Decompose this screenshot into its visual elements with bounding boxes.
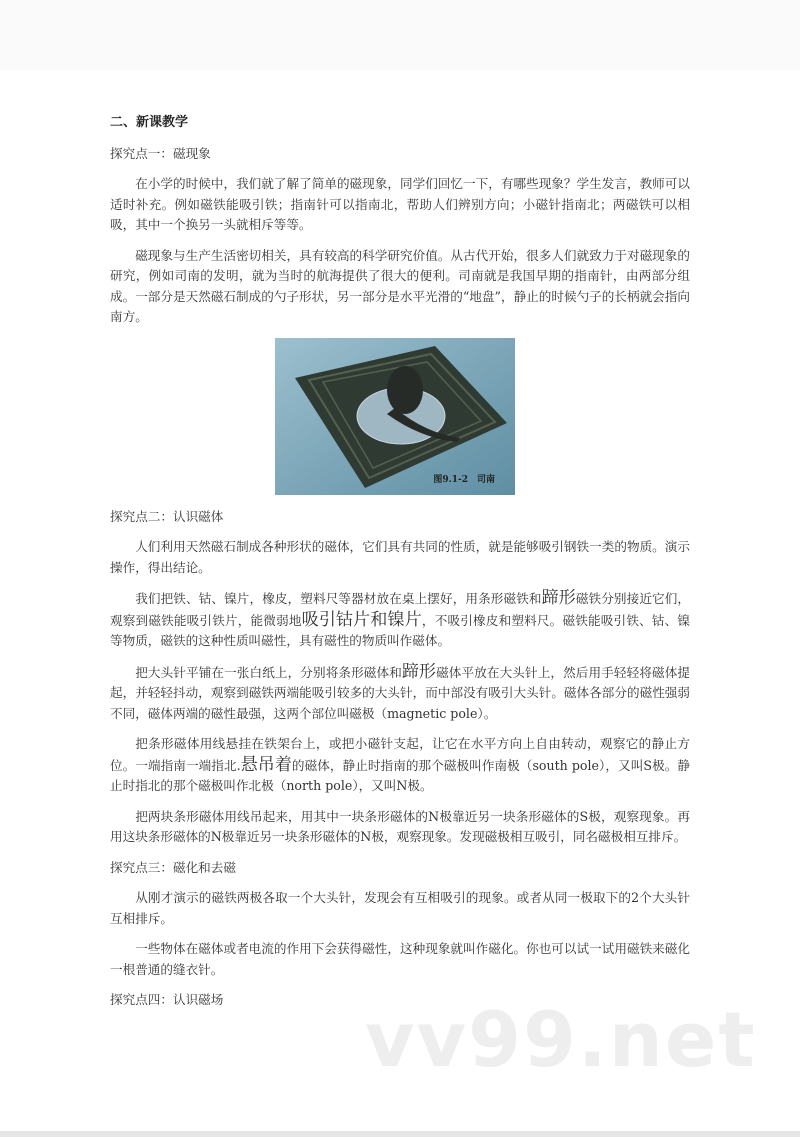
section-heading: 二、新课教学 — [110, 115, 189, 130]
text-run: 把大头针平铺在一张白纸上，分别将条形磁体和 — [135, 664, 402, 680]
paragraph — [110, 662, 690, 725]
text-run: 磁体平放在大头针上，然后用手轻轻将磁体提起，并轻轻抖动，观察到磁铁两端能吸引较多的大头针，而中部没有吸引大头针。磁体各部分的磁性强弱不同，磁体两端的磁性最强，这两个部位叫磁极（magnetic pole）。 — [110, 664, 691, 721]
text-run: 磁铁分别接近它们，观察到磁铁能吸引铁片，能微弱地 — [110, 591, 691, 628]
text-run-large: 吸引钴片和镍片 — [301, 609, 422, 630]
text-run: ，不吸引橡皮和塑料尺。磁铁能吸引铁、钴、镍等物质，磁铁的这种性质叫磁性，具有磁性的物质叫作磁体。 — [110, 612, 691, 648]
page-top-margin — [0, 0, 800, 70]
page-bottom-edge — [0, 1131, 800, 1137]
text-run: 我们把铁、钴、镍片，橡皮，塑料尺等器材放在桌上摆好，用条形磁铁和 — [135, 591, 542, 606]
subsection-title: 探究点三：磁化和去磁 — [110, 859, 236, 875]
paragraph: 磁现象与生产生活密切相关，具有较高的科学研究价值。从古代开始，很多人们就致力于对磁现象的研究，例如司南的发明，就为当时的航海提供了很大的便利。司南就是我国早期的指南针，由两部分组成。一部分是天然磁石制成的勺子形状，另一部分是水平光滑的“地盘”，静止的时候勺子的长柄就会指向南方。 — [110, 247, 690, 324]
text-run-large: 悬吊着 — [240, 754, 292, 775]
watermark: vv99.net — [365, 995, 757, 1084]
paragraph — [110, 734, 690, 797]
subsection-title: 探究点一：磁现象 — [110, 145, 211, 161]
text-run: 把条形磁体用线悬挂在铁架台上，或把小磁针支起，让它在水平方向上自由转动，观察它的静止方位。一端指南一端指北. — [110, 736, 690, 773]
paragraph: 人们利用天然磁石制成各种形状的磁体，它们具有共同的性质，就是能够吸引钢铁一类的物质。演示操作，得出结论。 — [110, 539, 690, 575]
compass-sinan-figure — [275, 338, 515, 495]
paragraph — [110, 588, 690, 652]
paragraph: 把两块条形磁体用线吊起来，用其中一块条形磁体的N极靠近另一块条形磁体的S极，观察现象。再用这块条形磁体的N极靠近另一块条形磁体的N极，观察现象。发现磁极相互吸引，同名磁极相互排斥。 — [110, 808, 690, 844]
paragraph: 一些物体在磁体或者电流的作用下会获得磁性，这种现象就叫作磁化。你也可以试一试用磁铁来磁化一根普通的缝衣针。 — [110, 941, 690, 977]
subsection-title: 探究点二：认识磁体 — [110, 508, 224, 524]
text-run-large: 蹄形 — [541, 588, 576, 608]
paragraph: 从刚才演示的磁铁两极各取一个大头针，发现会有互相吸引的现象。或者从同一极取下的2个大头针互相排斥。 — [110, 890, 690, 926]
paragraph: 在小学的时候中，我们就了解了简单的磁现象，同学们回忆一下，有哪些现象？学生发言，教师可以适时补充。例如磁铁能吸引铁；指南针可以指南北，帮助人们辨别方向；小磁针指南北；两磁铁可以相吸，其中一个换另一头就相斥等等。 — [110, 176, 690, 232]
figure-caption: 图9.1-2 司南 — [433, 475, 495, 485]
text-run-large: 蹄形 — [401, 661, 437, 682]
subsection-title: 探究点四：认识磁场 — [110, 992, 224, 1007]
text-run: 的磁体，静止时指南的那个磁极叫作南极（south pole），又叫S极。静止时指北的那个磁极叫作北极（north pole），又叫N极。 — [110, 757, 691, 793]
document-page — [110, 113, 690, 1021]
